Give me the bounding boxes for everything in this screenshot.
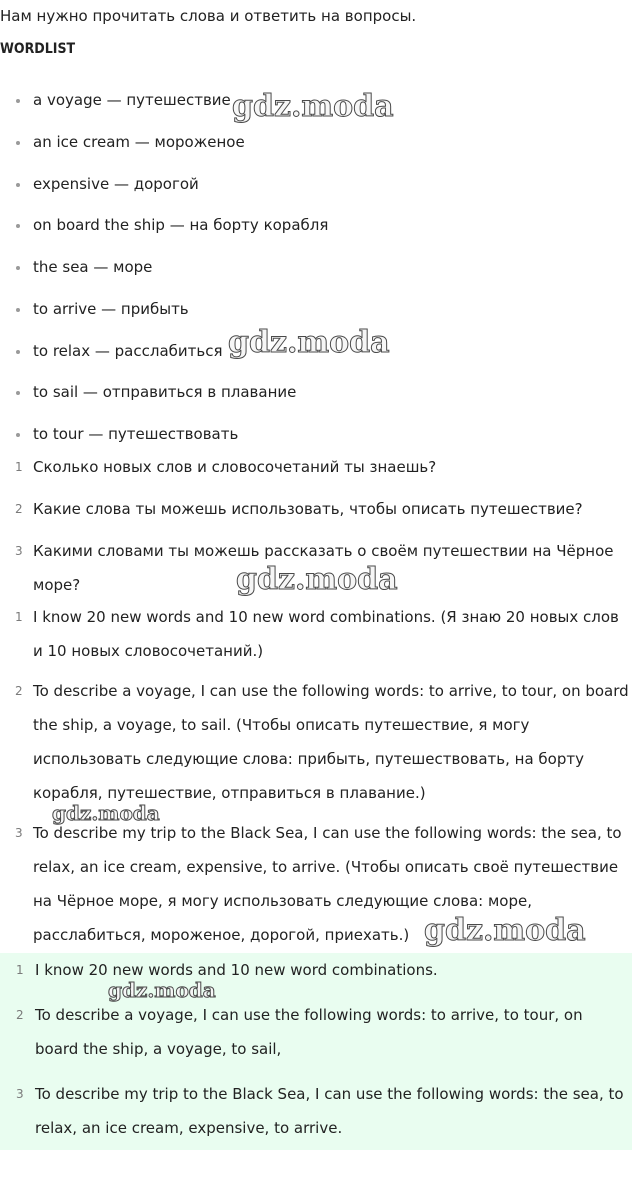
answers-list [0, 600, 632, 952]
answer-text: I know 20 new words and 10 new word combinations. (Я знаю 20 новых слов и 10 новых словосочетаний.) [33, 608, 619, 660]
bullet-icon [16, 141, 20, 145]
watermark: gdz.moda [236, 562, 398, 597]
item-number: 1 [16, 963, 24, 977]
wordlist-item-text: to relax — расслабиться [33, 341, 223, 360]
wordlist-item-text: the sea — море [33, 258, 153, 276]
question-item [0, 450, 632, 484]
bullet-icon [16, 99, 20, 103]
wordlist-item [0, 257, 328, 299]
wordlist-item [0, 382, 328, 424]
short-answer-item [0, 1077, 632, 1145]
item-number: 3 [15, 544, 23, 558]
item-number: 1 [15, 610, 23, 624]
item-number: 3 [16, 1087, 24, 1101]
bullet-icon [16, 224, 20, 228]
wordlist-item [0, 215, 328, 257]
question-text: Какие слова ты можешь использовать, чтобы описать путешествие? [33, 500, 583, 518]
wordlist-item-text: to arrive — прибыть [33, 299, 189, 318]
wordlist-item-text: to tour — путешествовать [33, 425, 239, 443]
bullet-icon [16, 266, 20, 270]
watermark: gdz.moda [108, 978, 216, 1002]
question-item [0, 492, 632, 526]
question-text: Сколько новых слов и словосочетаний ты знаешь? [33, 458, 437, 476]
answer-text: To describe a voyage, I can use the following words: to arrive, to tour, on board the ship, a voyage, to sail. (Чтобы описать путешествие, я могу использовать следующие слова: прибыть, путешествовать, на борту корабля, путешествие, отправиться в плавание.) [33, 682, 629, 802]
intro-text: Нам нужно прочитать слова и ответить на вопросы. [0, 7, 417, 25]
short-answers-list [0, 953, 632, 1156]
wordlist-item-text: an ice cream — мороженое [33, 132, 245, 151]
wordlist-item-text: on board the ship — на борту корабля [33, 216, 329, 235]
wordlist-item-text: expensive — дорогой [33, 174, 199, 193]
short-answer-text: To describe a voyage, I can use the following words: to arrive, to tour, on board the ship, a voyage, to sail, [35, 1006, 583, 1058]
item-number: 2 [16, 1008, 24, 1022]
answer-text: To describe my trip to the Black Sea, I can use the following words: the sea, to relax, an ice cream, expensive, to arrive. (Чтобы описать своё путешествие на Чёрное море, я могу использовать следующие слова: море, расслабиться, мороженое, дорогой, приехать.) [33, 824, 622, 944]
short-answer-item [0, 953, 632, 987]
short-answer-item [0, 998, 632, 1066]
bullet-icon [16, 350, 20, 354]
short-answer-text: To describe my trip to the Black Sea, I can use the following words: the sea, to relax, an ice cream, expensive, to arrive. [35, 1085, 624, 1137]
wordlist-item-text: a voyage — путешествие [33, 91, 231, 109]
item-number: 3 [15, 826, 23, 840]
bullet-icon [16, 183, 20, 187]
item-number: 2 [15, 502, 23, 516]
section-title: WORDLIST [0, 41, 76, 57]
short-answer-text: I know 20 new words and 10 new word combinations. [35, 961, 438, 979]
watermark: gdz.moda [52, 801, 160, 825]
watermark: gdz.moda [228, 325, 390, 360]
wordlist-item-text: to sail — отправиться в плавание [33, 383, 297, 402]
answer-item [0, 600, 632, 668]
question-text: Какими словами ты можешь рассказать о своём путешествии на Чёрное море? [33, 542, 614, 594]
wordlist-item [0, 132, 328, 174]
watermark: gdz.moda [424, 913, 586, 948]
bullet-icon [16, 308, 20, 312]
item-number: 1 [15, 460, 23, 474]
watermark: gdz.moda [232, 89, 394, 124]
wordlist [0, 90, 328, 466]
bullet-icon [16, 433, 20, 437]
bullet-icon [16, 391, 20, 395]
short-answers-block [0, 953, 632, 1150]
wordlist-item [0, 174, 328, 216]
item-number: 2 [15, 684, 23, 698]
answer-item [0, 674, 632, 810]
